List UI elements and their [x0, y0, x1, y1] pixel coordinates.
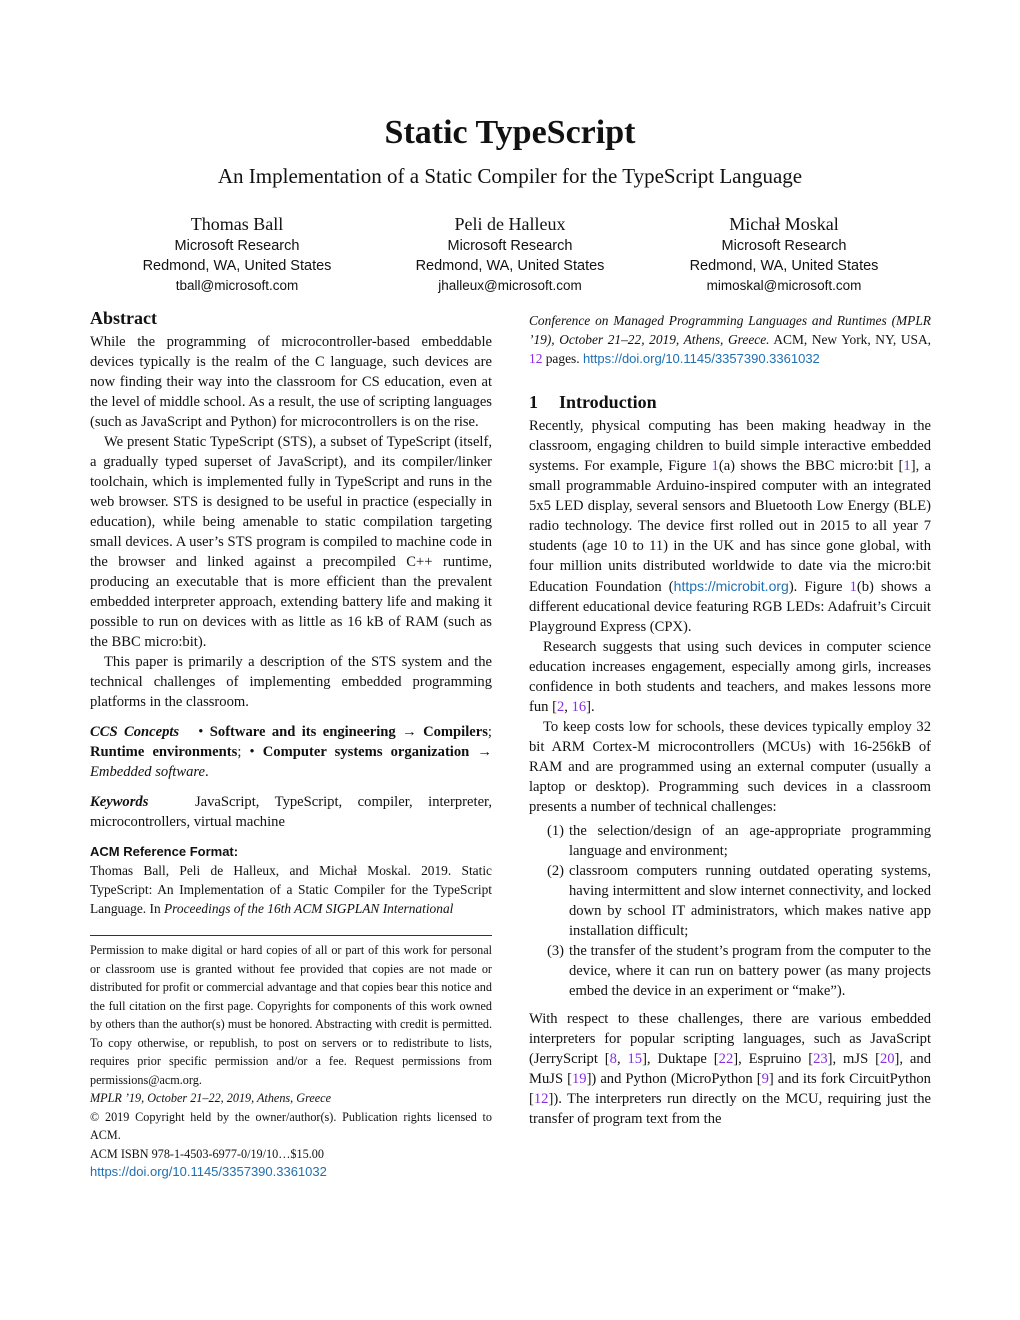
acm-reference	[90, 861, 492, 918]
intro-paragraph	[529, 416, 931, 637]
figure-ref[interactable]: 1	[711, 458, 719, 474]
ccs-concept[interactable]: Compilers	[423, 724, 488, 740]
acm-reference-venue: Proceedings of the 16th ACM SIGPLAN International	[164, 901, 454, 916]
abstract-paragraph: While the programming of microcontroller-based embeddable devices typically is the realm of the C language, such devices are now finding their way into the classroom for CS education, even at the level of middle school. As a result, the use of scripting languages (such as JavaScript and Python) for microcontrollers is on the rise.	[90, 334, 492, 430]
citation-link[interactable]: 20	[879, 1051, 895, 1067]
ccs-label: CCS Concepts	[90, 724, 180, 740]
citation-link[interactable]: 19	[571, 1071, 587, 1087]
text: ], mJS [	[827, 1051, 880, 1067]
paper-subtitle: An Implementation of a Static Compiler for the TypeScript Language	[217, 164, 803, 188]
permission-copyright: © 2019 Copyright held by the owner/author(s). Publication rights licensed to ACM.	[90, 1109, 492, 1142]
author-name: Thomas Ball	[190, 214, 284, 234]
author-block	[634, 212, 934, 296]
citation-link[interactable]: 16	[571, 699, 587, 715]
text: ] and its fork CircuitPython [	[529, 1071, 931, 1107]
ccs-end: .	[204, 764, 209, 780]
keywords	[90, 792, 492, 832]
ccs-concept[interactable]: Computer systems organization	[262, 744, 470, 760]
section-heading-introduction	[529, 390, 931, 414]
citation-link[interactable]: 8	[609, 1051, 617, 1067]
permission-isbn: ACM ISBN 978-1-4503-6977-0/19/10…$15.00	[90, 1146, 324, 1161]
text: (a) shows the BBC micro:bit [	[718, 458, 904, 474]
list-number: (3)	[547, 943, 565, 959]
ccs-bullet: •	[198, 724, 204, 740]
footnote-divider	[90, 935, 492, 936]
citation-link[interactable]: 23	[813, 1051, 828, 1067]
microbit-url[interactable]: https://microbit.org	[673, 578, 789, 594]
author-email[interactable]: tball@microsoft.com	[175, 278, 299, 293]
citation-link[interactable]: 12	[533, 1091, 549, 1107]
figure-ref[interactable]: 1	[849, 579, 857, 595]
list-number: (1)	[547, 823, 565, 839]
text: ], a small programmable Arduino-inspired computer with an integrated 5x5 LED display, several sensors and Bluetooth Low Energy (BLE) radio technology. The device first rolled out in 2015 to all year 7 students (age 10 to 11) in the UK and has since gone global, with four million units distributed worldwide to date via the micro:bit Education Foundation (	[529, 458, 932, 595]
abstract-heading: Abstract	[90, 308, 157, 328]
text: ]). The interpreters run directly on the MCU, requiring just the transfer of program text from the	[529, 1091, 931, 1127]
ccs-concepts	[90, 722, 492, 782]
text: ,	[616, 1051, 628, 1067]
author-block	[87, 212, 387, 296]
list-text: classroom computers running outdated operating systems, having intermittent and slow internet connectivity, and locked down by school IT administrators, which makes native app installation difficult;	[569, 863, 931, 939]
list-text: the transfer of the student’s program from the computer to the device, where it can run on battery power (as many projects embed the device in an experiment or “make”).	[569, 943, 931, 999]
text: ].	[586, 699, 595, 715]
ccs-arrow: →	[477, 744, 493, 760]
list-number: (2)	[547, 863, 565, 879]
ccs-concept[interactable]: Embedded software	[90, 764, 205, 780]
intro-paragraph	[529, 637, 931, 717]
author-email[interactable]: jhalleux@microsoft.com	[438, 278, 582, 293]
citation-link[interactable]: 2	[556, 699, 565, 715]
conference-reference	[529, 311, 931, 368]
text: With respect to these challenges, there are various embedded interpreters for popular scripting languages, such as JavaScript (JerryScript [	[529, 1011, 931, 1067]
list-item	[529, 861, 931, 941]
intro-paragraph	[529, 1009, 931, 1129]
text: ). Figure	[788, 579, 850, 595]
left-column	[90, 306, 492, 1182]
citation-link[interactable]: 22	[718, 1051, 734, 1067]
acm-reference-heading: ACM Reference Format:	[90, 844, 239, 859]
text: (b) shows a different educational device featuring RGB LEDs: Adafruit’s Circuit Playground Express (CPX).	[529, 579, 931, 635]
text: ], Espruino [	[733, 1051, 814, 1067]
author-name: Michał Moskal	[729, 214, 839, 234]
ccs-separator: ;	[487, 724, 492, 740]
conference-reference-publisher: ACM, New York, NY, USA,	[769, 332, 931, 347]
list-text: the selection/design of an age-appropriate programming language and environment;	[569, 823, 931, 859]
acm-reference-text: Thomas Ball, Peli de Halleux, and Michał Moskal. 2019. Static TypeScript: An Implementation of a Static Compiler for the TypeScript Language. In	[90, 863, 492, 916]
ccs-concept[interactable]: Runtime environments	[90, 744, 238, 760]
author-affiliation: Microsoft Research	[447, 238, 573, 254]
doi-link[interactable]: https://doi.org/10.1145/3357390.3361032	[582, 351, 820, 366]
abstract-paragraph: We present Static TypeScript (STS), a subset of TypeScript (itself, a gradually typed superset of JavaScript), and its compiler/linker toolchain, which is implemented fully in TypeScript and runs in the web browser. STS is designed to be useful in practice (especially in education), while being amenable to static compilation targeting small devices. A user’s STS program is compiled to machine code in the browser and linked against a precompiled C++ runtime, producing an executable that is more efficient than the prevalent embedded interpreter approach, extending battery life and making it possible to run on devices with as little as 16 kB of RAM (such as the BBC micro:bit).	[90, 434, 492, 650]
author-affiliation: Microsoft Research	[174, 238, 300, 254]
list-item	[529, 821, 931, 861]
section-title: Introduction	[559, 392, 657, 412]
page-count: 12	[529, 351, 543, 366]
keywords-label: Keywords	[90, 794, 149, 810]
permission-notice: Permission to make digital or hard copies of all or part of this work for personal or classroom use is granted without fee provided that copies are not made or distributed for profit or commercial advantage and that copies bear this notice and the full citation on the first page. Copyrights for components of this work owned by others than the author(s) must be honored. Abstracting with credit is permitted. To copy otherwise, or republish, to post on servers or to redistribute to lists, requires prior specific permission and/or a fee. Request permissions from permissions@acm.org.	[90, 943, 492, 1087]
citation-link[interactable]: 15	[627, 1051, 643, 1067]
ccs-arrow: →	[402, 724, 417, 740]
paper-title: Static TypeScript	[384, 114, 636, 151]
conference-reference-venue: Conference on Managed Programming Languages and Runtimes (MPLR ’19), October 21–22, 2019, Athens, Greece.	[529, 313, 931, 347]
keywords-text: JavaScript, TypeScript, compiler, interpreter, microcontrollers, virtual machine	[90, 794, 492, 830]
author-name: Peli de Halleux	[454, 214, 566, 234]
right-column	[529, 311, 931, 1129]
doi-link[interactable]: https://doi.org/10.1145/3357390.3361032	[90, 1164, 327, 1179]
list-item	[529, 941, 931, 1001]
ccs-separator: ;	[237, 744, 242, 760]
permission-conference: MPLR ’19, October 21–22, 2019, Athens, Greece	[90, 1091, 331, 1105]
author-location: Redmond, WA, United States	[415, 258, 605, 274]
ccs-bullet: •	[249, 744, 255, 760]
ccs-concept[interactable]: Software and its engineering	[209, 724, 396, 740]
page-count-suffix: pages.	[542, 351, 583, 366]
text: ,	[564, 699, 572, 715]
citation-link[interactable]: 9	[761, 1071, 769, 1087]
author-email[interactable]: mimoskal@microsoft.com	[706, 278, 862, 293]
intro-paragraph: To keep costs low for schools, these devices typically employ 32 bit ARM Cortex-M microcontrollers (MCUs) with 16-256kB of RAM and are programmed using an external computer (usually a laptop or desktop). Programming such devices in a classroom presents a number of technical challenges:	[529, 719, 931, 815]
text: ], Duktape [	[642, 1051, 719, 1067]
text: Recently, physical computing has been making headway in the classroom, engaging children to build simple interactive embedded systems. For example, Figure	[529, 418, 931, 474]
abstract-paragraph: This paper is primarily a description of the STS system and the technical challenges of implementing embedded programming platforms in the classroom.	[90, 654, 492, 710]
section-number: 1	[529, 392, 538, 412]
challenges-list	[529, 821, 931, 1001]
author-location: Redmond, WA, United States	[142, 258, 332, 274]
citation-link[interactable]: 1	[903, 458, 911, 474]
text: ], and MuJS [	[529, 1051, 931, 1087]
text: Research suggests that using such devices in computer science education increases engagement, especially among girls, increases confidence in both students and teachers, and makes lessons more fun [	[529, 639, 931, 715]
author-location: Redmond, WA, United States	[689, 258, 879, 274]
text: ]) and Python (MicroPython [	[586, 1071, 762, 1087]
author-block	[360, 212, 660, 296]
author-affiliation: Microsoft Research	[721, 238, 847, 254]
